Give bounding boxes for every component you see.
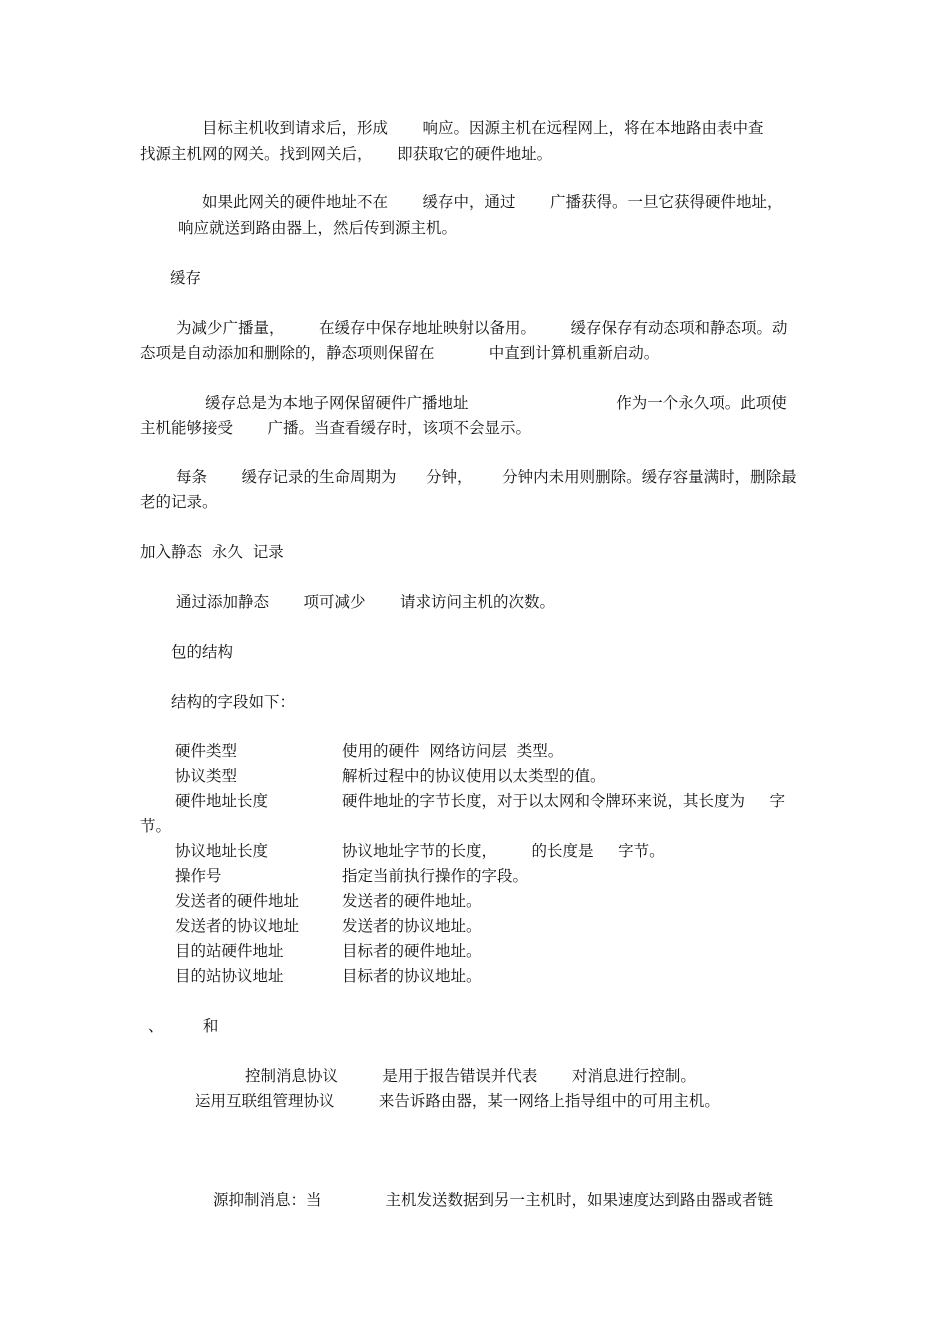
field-name: 硬件地址长度 bbox=[175, 792, 269, 810]
para-lifetime-line2: 老的记录。 bbox=[140, 493, 218, 511]
field-name: 目的站协议地址 bbox=[175, 967, 284, 985]
para-subnet-line1: 缓存总是为本地子网保留硬件广播地址 作为一个永久项。此项使 bbox=[205, 394, 787, 412]
para-fields-intro: 结构的字段如下： bbox=[171, 693, 296, 711]
field-name: 硬件类型 bbox=[175, 742, 238, 760]
field-desc: 发送者的协议地址。 bbox=[342, 917, 482, 935]
para-target-host-line1: 目标主机收到请求后，形成 响应。因源主机在远程网上，将在本地路由表中查 bbox=[202, 119, 764, 137]
para-gateway-line1: 如果此网关的硬件地址不在 缓存中，通过 广播获得。一旦它获得硬件地址， bbox=[202, 193, 783, 211]
field-desc: 目标者的协议地址。 bbox=[342, 967, 482, 985]
para-gateway-line2: 响应就送到路由器上，然后传到源主机。 bbox=[178, 219, 458, 237]
para-broadcast-line2: 态项是自动添加和删除的，静态项则保留在 中直到计算机重新启动。 bbox=[140, 344, 660, 362]
para-broadcast-line1: 为减少广播量， 在缓存中保存地址映射以备用。 缓存保存有动态项和静态项。动 bbox=[176, 319, 788, 337]
para-static-add: 通过添加静态 项可减少 请求访问主机的次数。 bbox=[176, 593, 555, 611]
field-name: 发送者的硬件地址 bbox=[175, 892, 300, 910]
heading-cache: 缓存 bbox=[170, 269, 202, 287]
para-igmp: 运用互联组管理协议 来告诉路由器，某一网络上指导组中的可用主机。 bbox=[195, 1092, 720, 1110]
heading-icmp-igmp: 、 和 bbox=[148, 1017, 219, 1035]
heading-packet-structure: 包的结构 bbox=[171, 643, 234, 661]
field-name: 协议地址长度 bbox=[175, 842, 269, 860]
field-desc: 目标者的硬件地址。 bbox=[342, 942, 482, 960]
para-icmp: 控制消息协议 是用于报告错误并代表 对消息进行控制。 bbox=[245, 1067, 696, 1085]
field-desc: 发送者的硬件地址。 bbox=[342, 892, 482, 910]
field-desc: 硬件地址的字节长度，对于以太网和令牌环来说，其长度为 字 bbox=[342, 792, 786, 810]
field-name: 发送者的协议地址 bbox=[175, 917, 300, 935]
field-desc-wrap: 节。 bbox=[140, 817, 172, 835]
field-desc: 使用的硬件 网络访问层 类型。 bbox=[342, 742, 564, 760]
para-target-host-line2: 找源主机网的网关。找到网关后， 即获取它的硬件地址。 bbox=[140, 145, 553, 163]
field-desc: 解析过程中的协议使用以太类型的值。 bbox=[342, 767, 606, 785]
field-name: 协议类型 bbox=[175, 767, 238, 785]
para-subnet-line2: 主机能够接受 广播。当查看缓存时，该项不会显示。 bbox=[140, 419, 531, 437]
para-lifetime-line1: 每条 缓存记录的生命周期为 分钟， 分钟内未用则删除。缓存容量满时，删除最 bbox=[176, 468, 797, 486]
para-source-quench: 源抑制消息：当 主机发送数据到另一主机时，如果速度达到路由器或者链 bbox=[213, 1191, 774, 1209]
heading-static-entry: 加入静态 永久 记录 bbox=[140, 543, 284, 561]
field-desc: 协议地址字节的长度， 的长度是 字节。 bbox=[342, 842, 665, 860]
field-name: 操作号 bbox=[175, 867, 222, 885]
field-name: 目的站硬件地址 bbox=[175, 942, 284, 960]
field-desc: 指定当前执行操作的字段。 bbox=[342, 867, 529, 885]
